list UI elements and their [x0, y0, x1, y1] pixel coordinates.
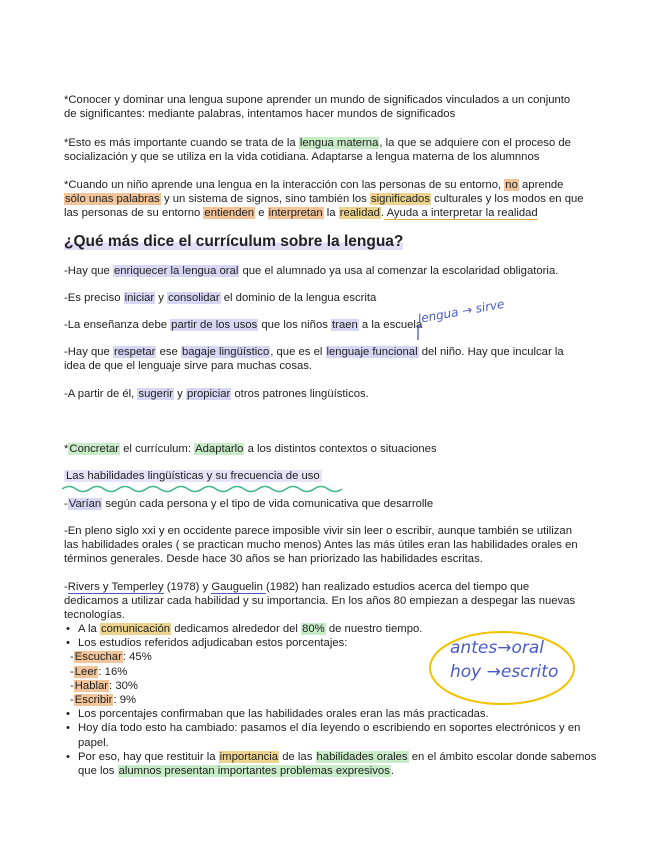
habilidades-title: Las habilidades lingüísticas y su frecuencia de uso	[66, 470, 320, 482]
lengua-materna-paragraph: *Esto es más importante cuando se trata de la lengua materna, la que se adquiere con el proceso de socialización y que se utiliza en la vida cotidiana. Adaptarse a lengua materna de los alumnnos	[64, 137, 571, 164]
curriculum-item-1: -Hay que enriquecer la lengua oral que el alumnado ya usa al comenzar la escolaridad obligatoria.	[64, 265, 559, 277]
curriculum-item-3: -La enseñanza debe partir de los usos que los niños traen a la escuela	[64, 319, 423, 331]
handwritten-arrow-icon	[410, 322, 424, 342]
pleno-siglo-paragraph: -En pleno siglo xxi y en occidente parece imposible vivir sin leer o escribir, aunque también se utilizan las habilidades orales ( se practican mucho menos) Antes las más útiles eran las habilidades orales en términos generales. Desde hace 30 años se han priorizado las habilidades escritas.	[64, 525, 578, 566]
curriculum-heading: ¿Qué más dice el currículum sobre la lengua?	[64, 233, 404, 250]
curriculum-item-5: -A partir de él, sugerir y propiciar otros patrones lingüísticos.	[64, 388, 369, 400]
handwritten-antes-hoy-note: antes→oral hoy →escrito	[450, 638, 559, 682]
list-item: • Los porcentajes confirmaban que las habilidades orales eran las más practicadas.	[66, 708, 489, 721]
curriculum-item-4: -Hay que respetar ese bagaje lingüístico, que es el lenguaje funcional del niño. Hay que inculcar la idea de que el lenguaje sirve para muchas cosas.	[64, 346, 564, 373]
list-item: • Los estudios referidos adjudicaban estos porcentajes:	[66, 637, 348, 650]
skill-row: -Hablar: 30%	[70, 679, 138, 692]
list-item: • Hoy día todo esto ha cambiado: pasamos el día leyendo o escribiendo en soportes electrónicos y en papel.	[66, 722, 581, 749]
rivers-paragraph: -Rivers y Temperley (1978) y Gauguelin (1982) han realizado estudios acerca del tiempo que dedicamos a utilizar cada habilidad y su importancia. En los años 80 empiezan a despegar las nuevas tecnologías.	[64, 581, 576, 622]
list-item: • A la comunicación dedicamos alrededor del 80% de nuestro tiempo.	[66, 623, 423, 635]
handwritten-lengua-sirve: lengua → sirve	[416, 296, 506, 326]
skill-row: -Leer: 16%	[70, 665, 128, 678]
varian-paragraph: -Varían según cada persona y el tipo de vida comunicativa que desarrolle	[64, 498, 434, 510]
concretar-paragraph: *Concretar el currículum: Adaptarlo a los distintos contextos o situaciones	[64, 443, 437, 455]
aprendizaje-paragraph: *Cuando un niño aprende una lengua en la interacción con las personas de su entorno, no aprende sólo unas palabras y un sistema de signos, sino también los significados culturales y los modos en que las personas de su entorno entienden e interpretan la realidad. Ayuda a interpretar la realidad	[64, 179, 584, 220]
intro-paragraph: *Conocer y dominar una lengua supone aprender un mundo de significados vinculados a un conjunto de significantes: mediante palabras, intentamos hacer mundos de significados	[64, 94, 571, 121]
list-item: • Por eso, hay que restituir la importancia de las habilidades orales en el ámbito escolar donde sabemos que los alumnos presentan importantes problemas expresivos.	[66, 750, 597, 778]
skill-row: -Escribir: 9%	[70, 694, 137, 707]
curriculum-item-2: -Es preciso iniciar y consolidar el dominio de la lengua escrita	[64, 292, 377, 304]
wavy-underline	[62, 484, 342, 494]
skill-row: -Escuchar: 45%	[70, 651, 152, 664]
